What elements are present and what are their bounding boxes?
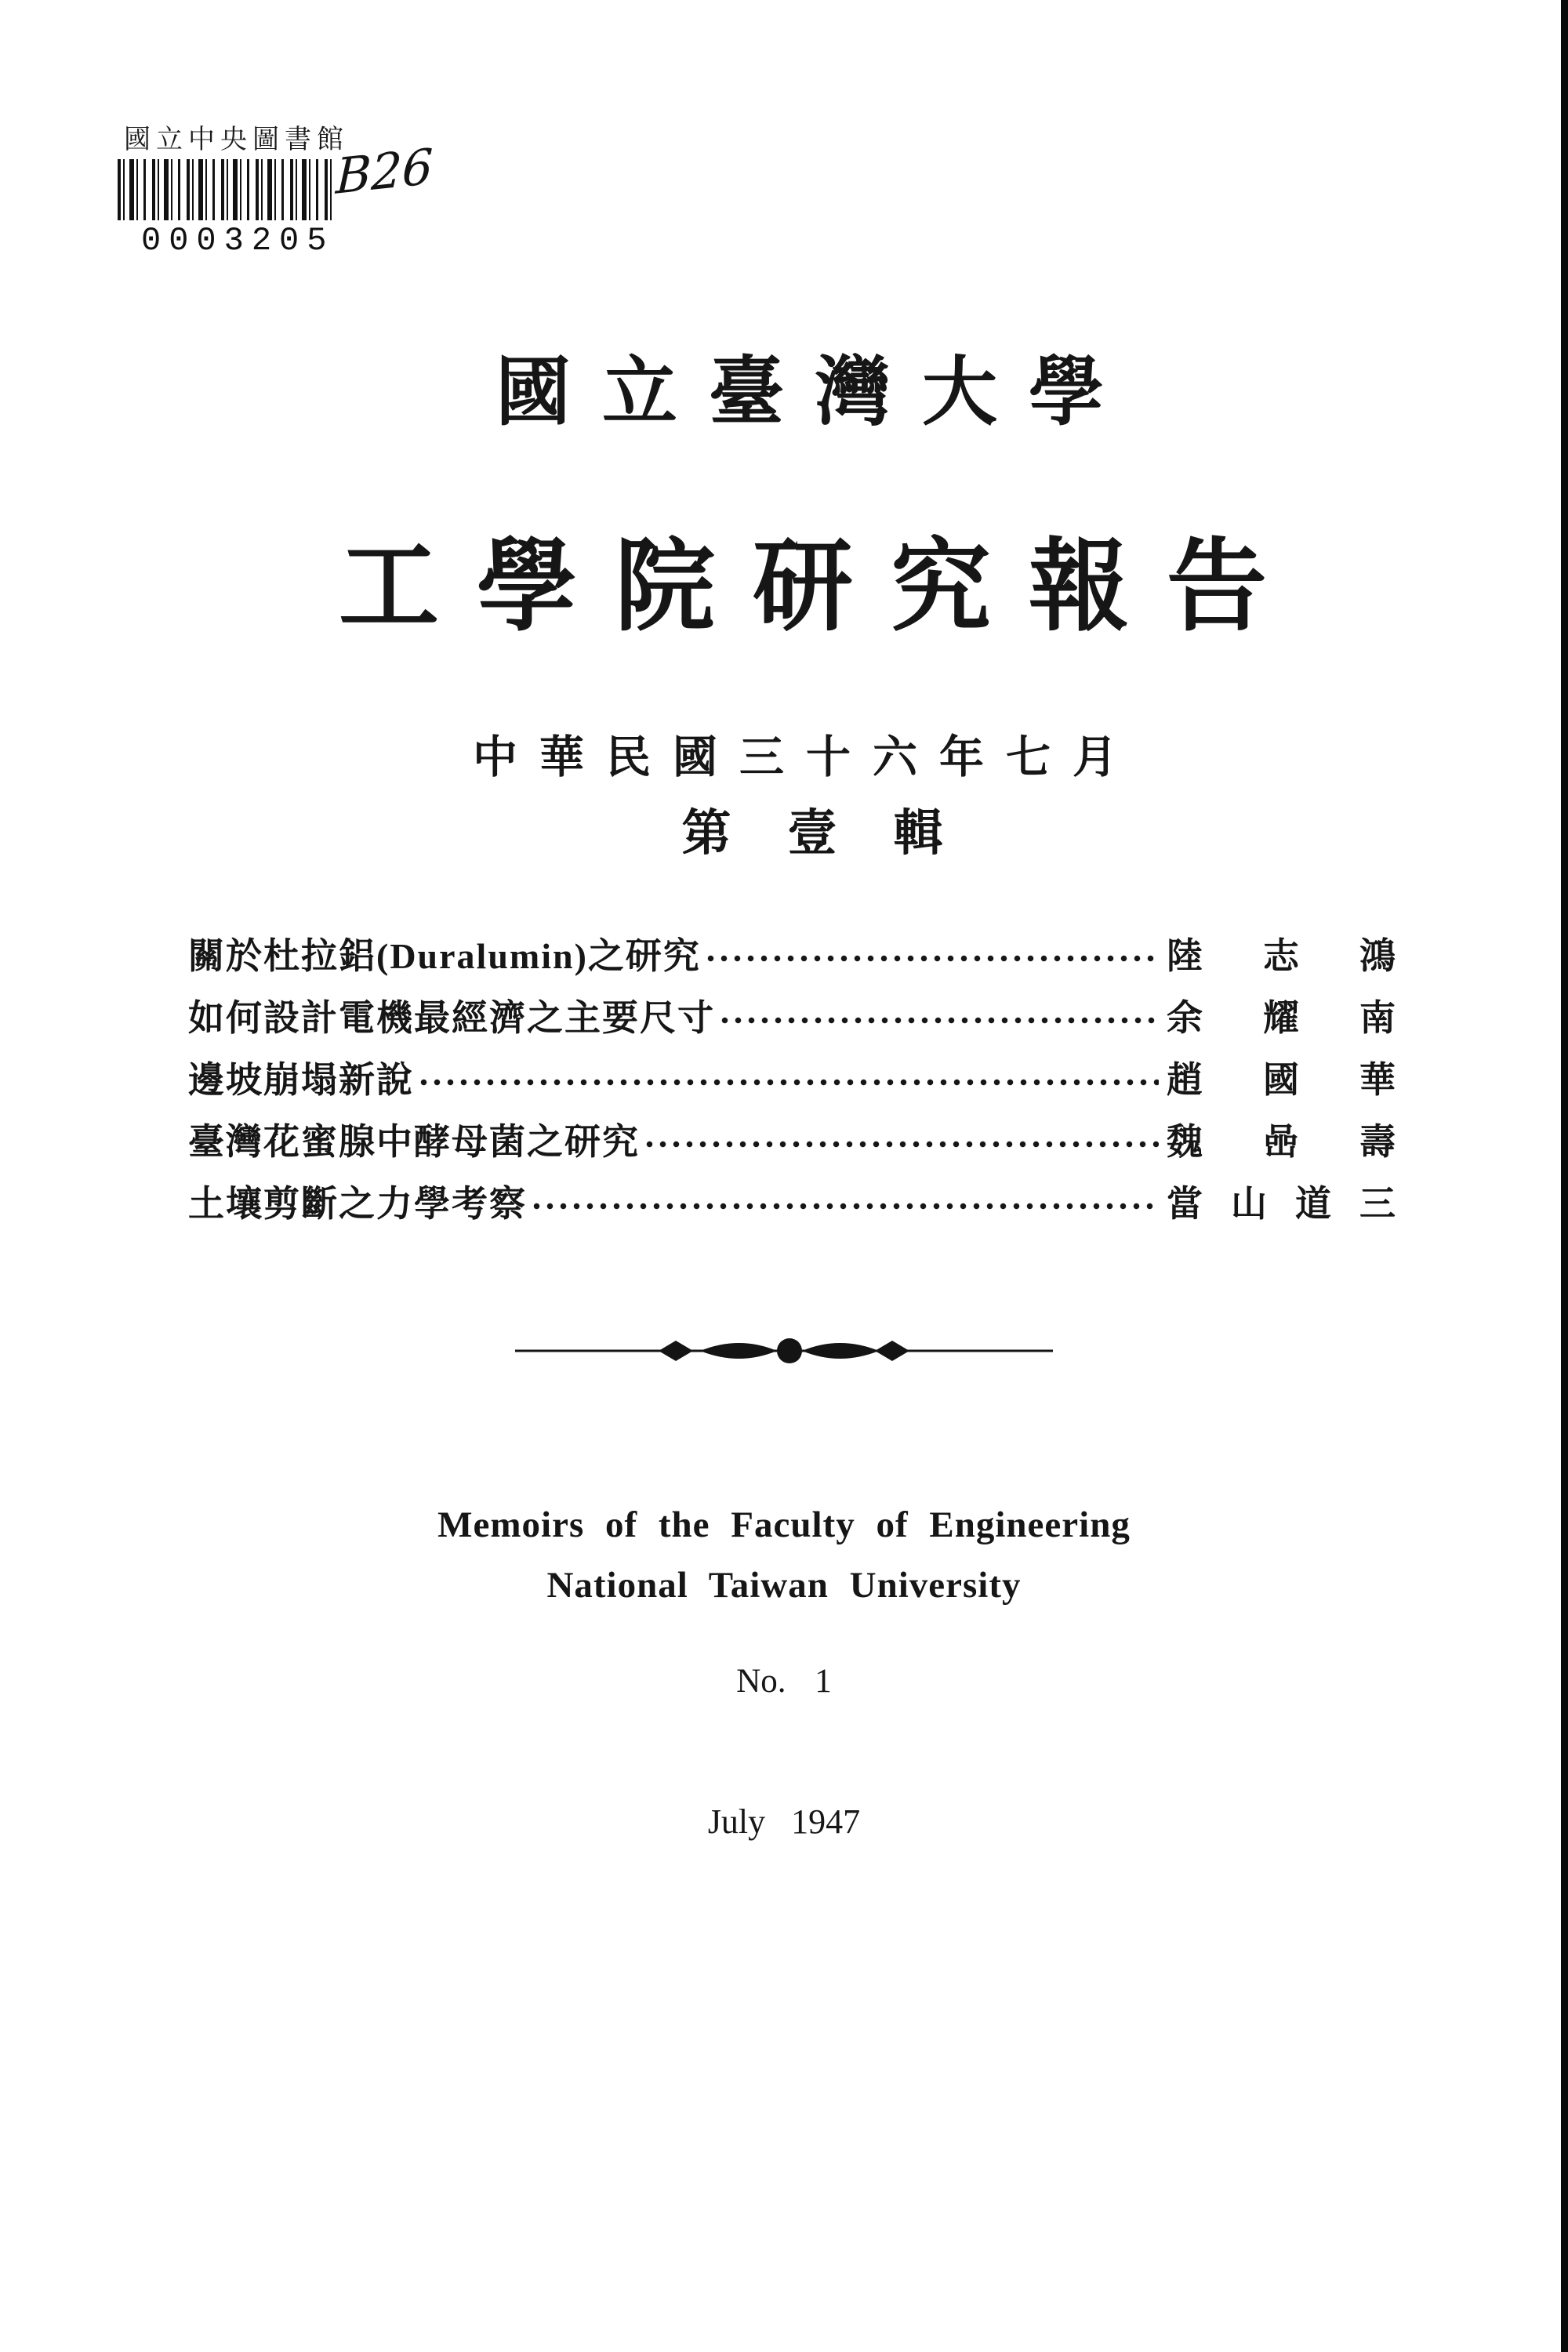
dot-leader xyxy=(646,1141,1159,1148)
dot-leader xyxy=(721,1017,1159,1024)
barcode-image xyxy=(118,159,334,220)
dot-leader xyxy=(533,1203,1159,1210)
toc-entry-author: 陸志鴻 xyxy=(1167,935,1396,976)
university-title-cn: 國立臺灣大學 xyxy=(495,350,1135,434)
toc-entry-author: 魏喦壽 xyxy=(1167,1121,1396,1162)
publication-date-cn: 中華民國三十六年七月 xyxy=(473,733,1139,782)
toc-row xyxy=(188,1108,1396,1170)
library-name: 國立中央圖書館 xyxy=(124,125,349,154)
handwritten-accession-mark: B26 xyxy=(335,137,434,205)
dot-leader xyxy=(420,1079,1159,1086)
dot-leader xyxy=(707,955,1159,962)
toc-row xyxy=(188,1046,1396,1108)
toc-entry-title: 關於杜拉鋁(Duralumin)之研究 xyxy=(188,935,701,976)
toc-entry-title: 臺灣花蜜腺中酵母菌之研究 xyxy=(188,1121,640,1162)
toc-row xyxy=(188,1170,1396,1232)
toc-entry-title: 邊坡崩塌新說 xyxy=(188,1059,414,1100)
toc-entry-title: 土壤剪斷之力學考察 xyxy=(188,1183,527,1224)
english-title-line1: Memoirs of the Faculty of Engineering xyxy=(437,1504,1131,1545)
toc-entry-title: 如何設計電機最經濟之主要尺寸 xyxy=(188,997,715,1038)
toc-entry-author: 當山道三 xyxy=(1167,1183,1396,1224)
table-of-contents xyxy=(188,922,1396,1232)
toc-row xyxy=(188,922,1396,984)
toc-row xyxy=(188,984,1396,1046)
publication-title-cn: 工學院研究報告 xyxy=(338,532,1305,643)
english-title-line2: National Taiwan University xyxy=(546,1565,1022,1606)
ornamental-divider xyxy=(514,1333,1054,1369)
publication-date-en: July 1947 xyxy=(707,1802,861,1841)
volume-number-cn: 第壹輯 xyxy=(681,806,1000,861)
toc-entry-author: 趙國華 xyxy=(1167,1059,1396,1100)
barcode-number: 0003205 xyxy=(141,222,335,260)
toc-entry-author: 余耀南 xyxy=(1167,997,1396,1038)
issue-number: No. 1 xyxy=(736,1663,832,1700)
